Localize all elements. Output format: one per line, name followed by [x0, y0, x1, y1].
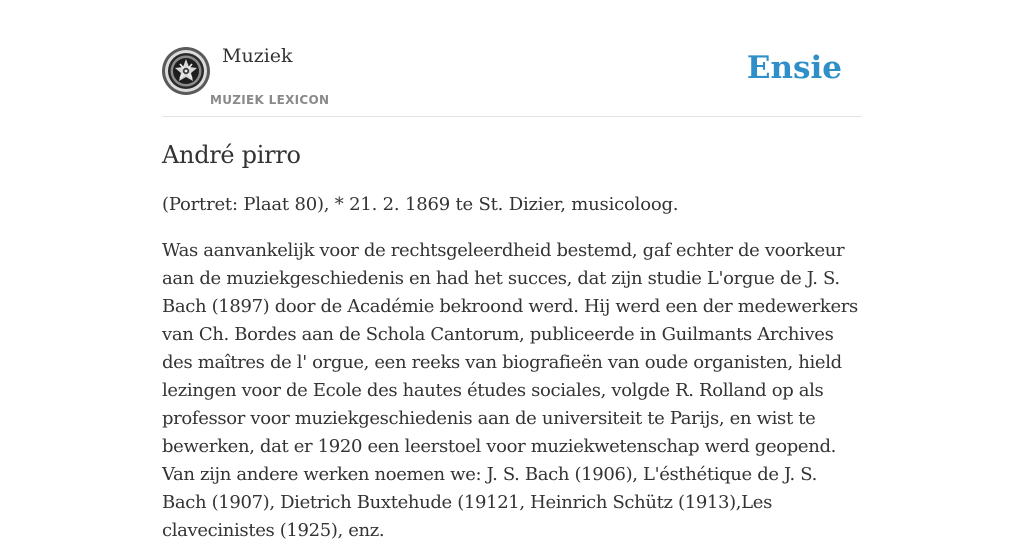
brand-logo-link[interactable]: Ensie [746, 50, 842, 86]
header [162, 0, 862, 117]
music-emblem-icon[interactable] [162, 47, 210, 95]
article [162, 139, 862, 545]
source-subtitle: MUZIEK LEXICON [210, 93, 330, 107]
article-lead: (Portret: Plaat 80), * 21. 2. 1869 te St. Dizier, musicoloog. [162, 194, 679, 215]
article-body: Was aanvankelijk voor de rechtsgeleerdheid bestemd, gaf echter de voorkeur aan de muziekgeschiedenis en had het succes, dat zijn studie L'orgue de J. S. Bach (1897) door de Académie bekroond werd. Hij werd een der medewerkers van Ch. Bordes aan de Schola Cantorum, publiceerde in Guilmants Archives des maîtres de l' orgue, een reeks van biografieën van oude organisten, hield lezingen voor de Ecole des hautes études sociales, volgde R. Rolland op als professor voor muziekgeschiedenis aan de universiteit te Parijs, en wist te bewerken, dat er 1920 een leerstoel voor muziekwetenschap werd geopend. Van zijn andere werken noemen we: J. S. Bach (1906), L'ésthétique de J. S. Bach (1907), Dietrich Buxtehude (19121, Heinrich Schütz (1913),Les clavecinistes (1925), enz. [162, 240, 858, 541]
article-title: André pirro [162, 141, 301, 169]
source-title-link[interactable]: Muziek [222, 45, 293, 67]
